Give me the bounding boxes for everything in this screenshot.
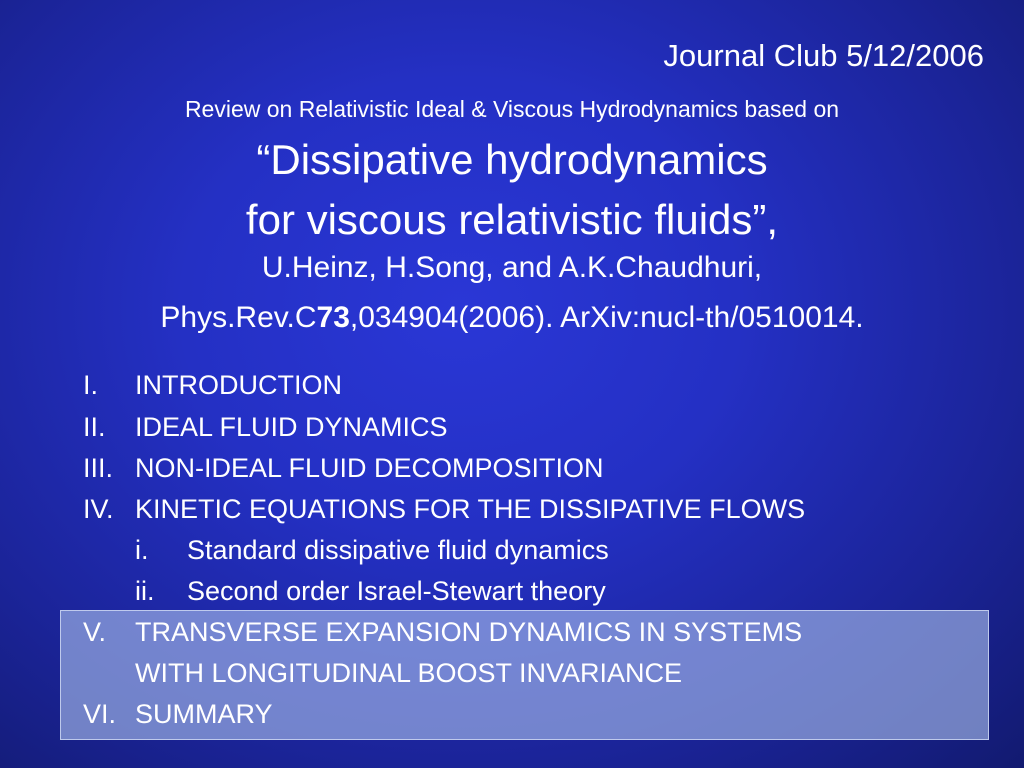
outline-number: III.	[83, 453, 114, 483]
title-line-2: for viscous relativistic fluids”,	[245, 196, 779, 243]
outline-text: KINETIC EQUATIONS FOR THE DISSIPATIVE FLOWS	[135, 494, 806, 524]
reference-volume: 73	[316, 301, 350, 334]
outline-number: VI.	[83, 699, 117, 729]
outline-number: ii.	[135, 576, 155, 606]
outline-number: II.	[83, 412, 106, 442]
reference-prefix: Phys.Rev.C	[160, 301, 317, 334]
authors: U.Heinz, H.Song, and A.K.Chaudhuri,	[261, 251, 763, 284]
outline-number: V.	[83, 617, 107, 647]
outline-number: i.	[135, 535, 149, 565]
outline-number: IV.	[83, 494, 114, 524]
outline-text: SUMMARY	[135, 699, 273, 729]
reference-suffix: ,034904(2006). ArXiv:nucl-th/0510014.	[349, 301, 864, 334]
title-line-1: “Dissipative hydrodynamics	[256, 136, 768, 183]
outline-text: TRANSVERSE EXPANSION DYNAMICS IN SYSTEMS	[135, 617, 803, 647]
outline-text: WITH LONGITUDINAL BOOST INVARIANCE	[135, 658, 683, 688]
outline-text: IDEAL FLUID DYNAMICS	[135, 412, 448, 442]
slide-header: Journal Club 5/12/2006	[663, 38, 984, 73]
outline-text: INTRODUCTION	[135, 370, 342, 400]
outline-number: I.	[83, 370, 99, 400]
subtitle: Review on Relativistic Ideal & Viscous Hydrodynamics based on	[184, 96, 840, 122]
outline-text: Standard dissipative fluid dynamics	[187, 535, 609, 565]
outline-text: Second order Israel-Stewart theory	[187, 576, 606, 606]
outline-text: NON-IDEAL FLUID DECOMPOSITION	[135, 453, 604, 483]
